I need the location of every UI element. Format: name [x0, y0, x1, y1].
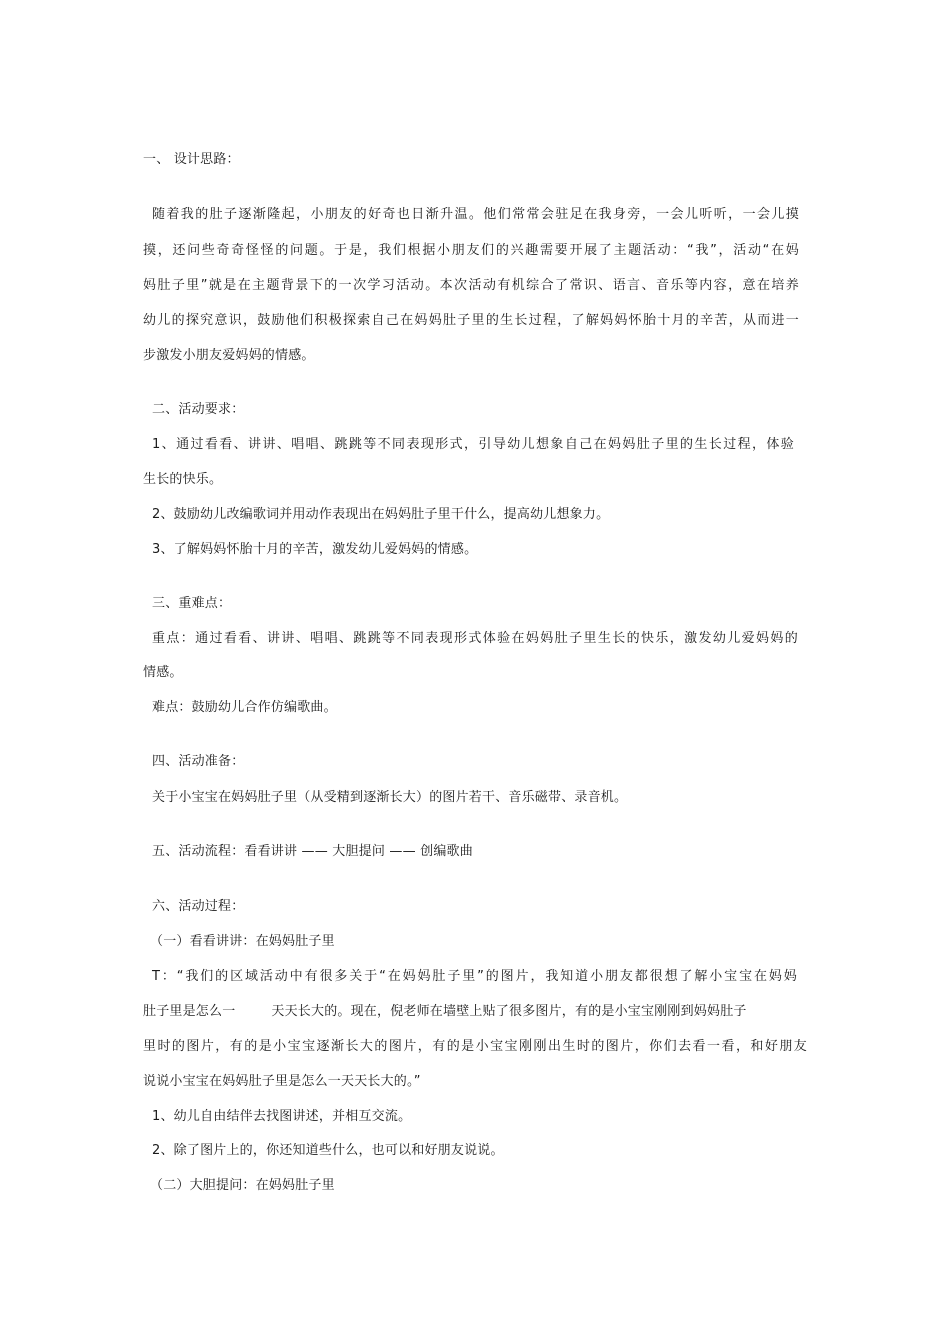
section-1-paragraph-line-4: 幼儿的探究意识，鼓励他们积极探索自己在妈妈肚子里的生长过程，了解妈妈怀胎十月的辛苦，从而进一	[143, 313, 799, 328]
section-2-item-1: 1、通过看看、讲讲、唱唱、跳跳等不同表现形式，引导幼儿想象自己在妈妈肚子里的生长过程，体验	[152, 437, 794, 452]
teacher-speech-line-3: 里时的图片，有的是小宝宝逐渐长大的图片，有的是小宝宝刚刚出生时的图片，你们去看一看，和好朋友	[143, 1039, 807, 1054]
section-2-item-3: 3、了解妈妈怀胎十月的辛苦，激发幼儿爱妈妈的情感。	[152, 542, 478, 557]
section-6-item-2: 2、除了图片上的，你还知道些什么，也可以和好朋友说说。	[152, 1143, 504, 1158]
section-5-heading: 五、活动流程：看看讲讲 —— 大胆提问 —— 创编歌曲	[152, 844, 473, 859]
teacher-speech-line-4: 说说小宝宝在妈妈肚子里是怎么一天天长大的。”	[143, 1074, 421, 1089]
teacher-speech-line-2	[143, 1003, 813, 1021]
teacher-speech-line-2-part-1: 肚子里是怎么一	[143, 1004, 236, 1019]
section-3-heading: 三、重难点：	[152, 596, 232, 611]
section-3-key-point: 重点：通过看看、讲讲、唱唱、跳跳等不同表现形式体验在妈妈肚子里生长的快乐，激发幼儿爱妈妈的	[152, 631, 798, 646]
section-1-paragraph-line-1: 随着我的肚子逐渐隆起，小朋友的好奇也日渐升温。他们常常会驻足在我身旁，一会儿听听，一会儿摸	[152, 207, 799, 222]
section-1-paragraph-line-2: 摸，还问些奇奇怪怪的问题。于是，我们根据小朋友们的兴趣需要开展了主题活动：“我”，活动“在妈	[143, 243, 799, 258]
section-4-text: 关于小宝宝在妈妈肚子里（从受精到逐渐长大）的图片若干、音乐磁带、录音机。	[152, 790, 628, 805]
section-1-paragraph-line-5: 步激发小朋友爱妈妈的情感。	[143, 348, 315, 363]
teacher-speech-line-2-part-2: 天天长大的。现在，倪老师在墙壁上贴了很多图片，有的是小宝宝刚刚到妈妈肚子	[271, 1004, 747, 1019]
section-1-heading: 一、 设计思路：	[143, 152, 240, 167]
section-4-heading: 四、活动准备：	[152, 754, 245, 769]
section-2-item-1-continued: 生长的快乐。	[143, 472, 223, 487]
section-6-subheading-2: （二）大胆提问：在妈妈肚子里	[150, 1178, 335, 1193]
section-2-heading: 二、活动要求：	[152, 402, 245, 417]
section-3-difficult-point: 难点：鼓励幼儿合作仿编歌曲。	[152, 700, 337, 715]
section-3-key-point-continued: 情感。	[143, 665, 183, 680]
section-6-heading: 六、活动过程：	[152, 899, 245, 914]
section-1-paragraph-line-3: 妈肚子里”就是在主题背景下的一次学习活动。本次活动有机综合了常识、语言、音乐等内容，意在培养	[143, 278, 799, 293]
teacher-speech-line-1: T：“我们的区域活动中有很多关于“在妈妈肚子里”的图片，我知道小朋友都很想了解小宝宝在妈妈	[152, 969, 797, 984]
section-6-subheading-1: （一）看看讲讲：在妈妈肚子里	[150, 934, 335, 949]
section-2-item-2: 2、鼓励幼儿改编歌词并用动作表现出在妈妈肚子里干什么，提高幼儿想象力。	[152, 507, 610, 522]
section-6-item-1: 1、幼儿自由结伴去找图讲述，并相互交流。	[152, 1109, 412, 1124]
